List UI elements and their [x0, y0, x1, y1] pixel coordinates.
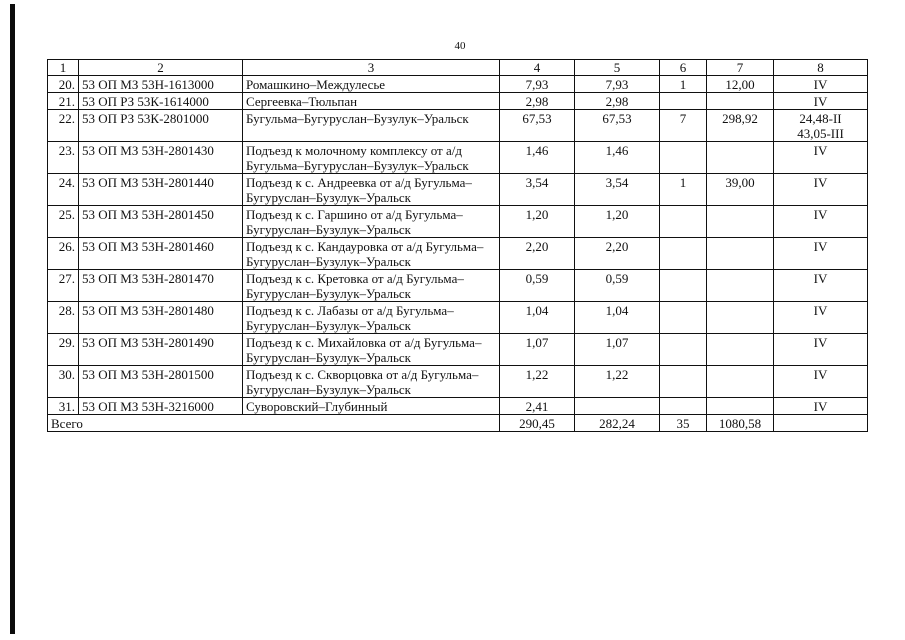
roads-table: [47, 59, 868, 432]
category-value: IV: [774, 142, 868, 174]
length-value: 1,07: [500, 334, 575, 366]
length-value: 2,41: [500, 398, 575, 415]
count-value: 1: [660, 174, 707, 206]
value-7: [707, 238, 774, 270]
road-code: 53 ОП МЗ 53Н-1613000: [79, 76, 243, 93]
road-code: 53 ОП МЗ 53Н-3216000: [79, 398, 243, 415]
length-value: 67,53: [500, 110, 575, 142]
count-value: [660, 270, 707, 302]
total-value-7: 1080,58: [707, 415, 774, 432]
value-7: [707, 302, 774, 334]
length-value-2: 2,20: [575, 238, 660, 270]
table-row: [48, 398, 868, 415]
value-7: [707, 206, 774, 238]
category-value: IV: [774, 206, 868, 238]
category-value: IV: [774, 93, 868, 110]
count-value: [660, 366, 707, 398]
count-value: [660, 334, 707, 366]
total-length: 290,45: [500, 415, 575, 432]
column-header: 2: [79, 60, 243, 76]
road-code: 53 ОП РЗ 53К-1614000: [79, 93, 243, 110]
length-value: 1,04: [500, 302, 575, 334]
table-row: [48, 238, 868, 270]
category-value: IV: [774, 270, 868, 302]
road-name: Сергеевка–Тюльпан: [243, 93, 500, 110]
category-value: IV: [774, 334, 868, 366]
table-row: [48, 366, 868, 398]
length-value-2: 2,98: [575, 93, 660, 110]
value-7: [707, 334, 774, 366]
row-number: 20.: [48, 76, 79, 93]
count-value: [660, 142, 707, 174]
length-value: 0,59: [500, 270, 575, 302]
length-value-2: 67,53: [575, 110, 660, 142]
road-name: Подъезд к с. Андреевка от а/д Бугульма–Бугуруслан–Бузулук–Уральск: [243, 174, 500, 206]
road-name: Суворовский–Глубинный: [243, 398, 500, 415]
length-value-2: 7,93: [575, 76, 660, 93]
value-7: [707, 142, 774, 174]
column-header: 5: [575, 60, 660, 76]
road-name: Подъезд к с. Кретовка от а/д Бугульма–Бугуруслан–Бузулук–Уральск: [243, 270, 500, 302]
value-7: 39,00: [707, 174, 774, 206]
column-number-row: [48, 60, 868, 76]
value-7: [707, 270, 774, 302]
length-value: 7,93: [500, 76, 575, 93]
table-row: [48, 110, 868, 142]
row-number: 24.: [48, 174, 79, 206]
row-number: 29.: [48, 334, 79, 366]
category-value: IV: [774, 238, 868, 270]
category-value: IV: [774, 366, 868, 398]
row-number: 21.: [48, 93, 79, 110]
road-name: Подъезд к с. Скворцовка от а/д Бугульма–Бугуруслан–Бузулук–Уральск: [243, 366, 500, 398]
length-value-2: 1,22: [575, 366, 660, 398]
count-value: [660, 302, 707, 334]
category-value: 24,48-II 43,05-III: [774, 110, 868, 142]
row-number: 27.: [48, 270, 79, 302]
column-header: 8: [774, 60, 868, 76]
length-value-2: 1,04: [575, 302, 660, 334]
value-7: [707, 93, 774, 110]
length-value-2: [575, 398, 660, 415]
road-name: Подъезд к с. Гаршино от а/д Бугульма–Бугуруслан–Бузулук–Уральск: [243, 206, 500, 238]
value-7: 12,00: [707, 76, 774, 93]
scan-edge-bar: [10, 4, 15, 634]
length-value: 1,46: [500, 142, 575, 174]
table-row: [48, 142, 868, 174]
length-value-2: 1,46: [575, 142, 660, 174]
table-row: [48, 270, 868, 302]
length-value-2: 1,20: [575, 206, 660, 238]
road-code: 53 ОП МЗ 53Н-2801500: [79, 366, 243, 398]
count-value: [660, 93, 707, 110]
table-row: [48, 76, 868, 93]
table-body: [48, 60, 868, 432]
road-code: 53 ОП МЗ 53Н-2801470: [79, 270, 243, 302]
length-value: 3,54: [500, 174, 575, 206]
road-code: 53 ОП МЗ 53Н-2801490: [79, 334, 243, 366]
row-number: 25.: [48, 206, 79, 238]
row-number: 26.: [48, 238, 79, 270]
value-7: 298,92: [707, 110, 774, 142]
table-row: [48, 334, 868, 366]
road-name: Подъезд к с. Михайловка от а/д Бугульма–Бугуруслан–Бузулук–Уральск: [243, 334, 500, 366]
column-header: 7: [707, 60, 774, 76]
total-count: 35: [660, 415, 707, 432]
length-value: 2,98: [500, 93, 575, 110]
count-value: 1: [660, 76, 707, 93]
count-value: 7: [660, 110, 707, 142]
count-value: [660, 398, 707, 415]
column-header: 6: [660, 60, 707, 76]
length-value: 1,20: [500, 206, 575, 238]
page-number: 40: [454, 40, 466, 52]
length-value-2: 1,07: [575, 334, 660, 366]
row-number: 28.: [48, 302, 79, 334]
total-row: [48, 415, 868, 432]
category-value: IV: [774, 398, 868, 415]
column-header: 4: [500, 60, 575, 76]
table-row: [48, 302, 868, 334]
table-row: [48, 206, 868, 238]
length-value-2: 3,54: [575, 174, 660, 206]
road-name: Подъезд к молочному комплексу от а/д Бугульма–Бугуруслан–Бузулук–Уральск: [243, 142, 500, 174]
value-7: [707, 366, 774, 398]
road-code: 53 ОП МЗ 53Н-2801430: [79, 142, 243, 174]
road-name: Подъезд к с. Лабазы от а/д Бугульма–Бугуруслан–Бузулук–Уральск: [243, 302, 500, 334]
road-code: 53 ОП МЗ 53Н-2801440: [79, 174, 243, 206]
total-category: [774, 415, 868, 432]
road-name: Ромашкино–Междулесье: [243, 76, 500, 93]
road-code: 53 ОП МЗ 53Н-2801460: [79, 238, 243, 270]
column-header: 3: [243, 60, 500, 76]
count-value: [660, 206, 707, 238]
category-value: IV: [774, 174, 868, 206]
table-row: [48, 93, 868, 110]
row-number: 31.: [48, 398, 79, 415]
total-label: Всего: [48, 415, 500, 432]
road-name: Бугульма–Бугуруслан–Бузулук–Уральск: [243, 110, 500, 142]
category-value: IV: [774, 76, 868, 93]
table-row: [48, 174, 868, 206]
row-number: 23.: [48, 142, 79, 174]
length-value: 1,22: [500, 366, 575, 398]
value-7: [707, 398, 774, 415]
category-value: IV: [774, 302, 868, 334]
total-length-2: 282,24: [575, 415, 660, 432]
count-value: [660, 238, 707, 270]
column-header: 1: [48, 60, 79, 76]
row-number: 30.: [48, 366, 79, 398]
road-code: 53 ОП РЗ 53К-2801000: [79, 110, 243, 142]
length-value-2: 0,59: [575, 270, 660, 302]
road-code: 53 ОП МЗ 53Н-2801450: [79, 206, 243, 238]
road-code: 53 ОП МЗ 53Н-2801480: [79, 302, 243, 334]
row-number: 22.: [48, 110, 79, 142]
length-value: 2,20: [500, 238, 575, 270]
road-name: Подъезд к с. Кандауровка от а/д Бугульма–Бугуруслан–Бузулук–Уральск: [243, 238, 500, 270]
